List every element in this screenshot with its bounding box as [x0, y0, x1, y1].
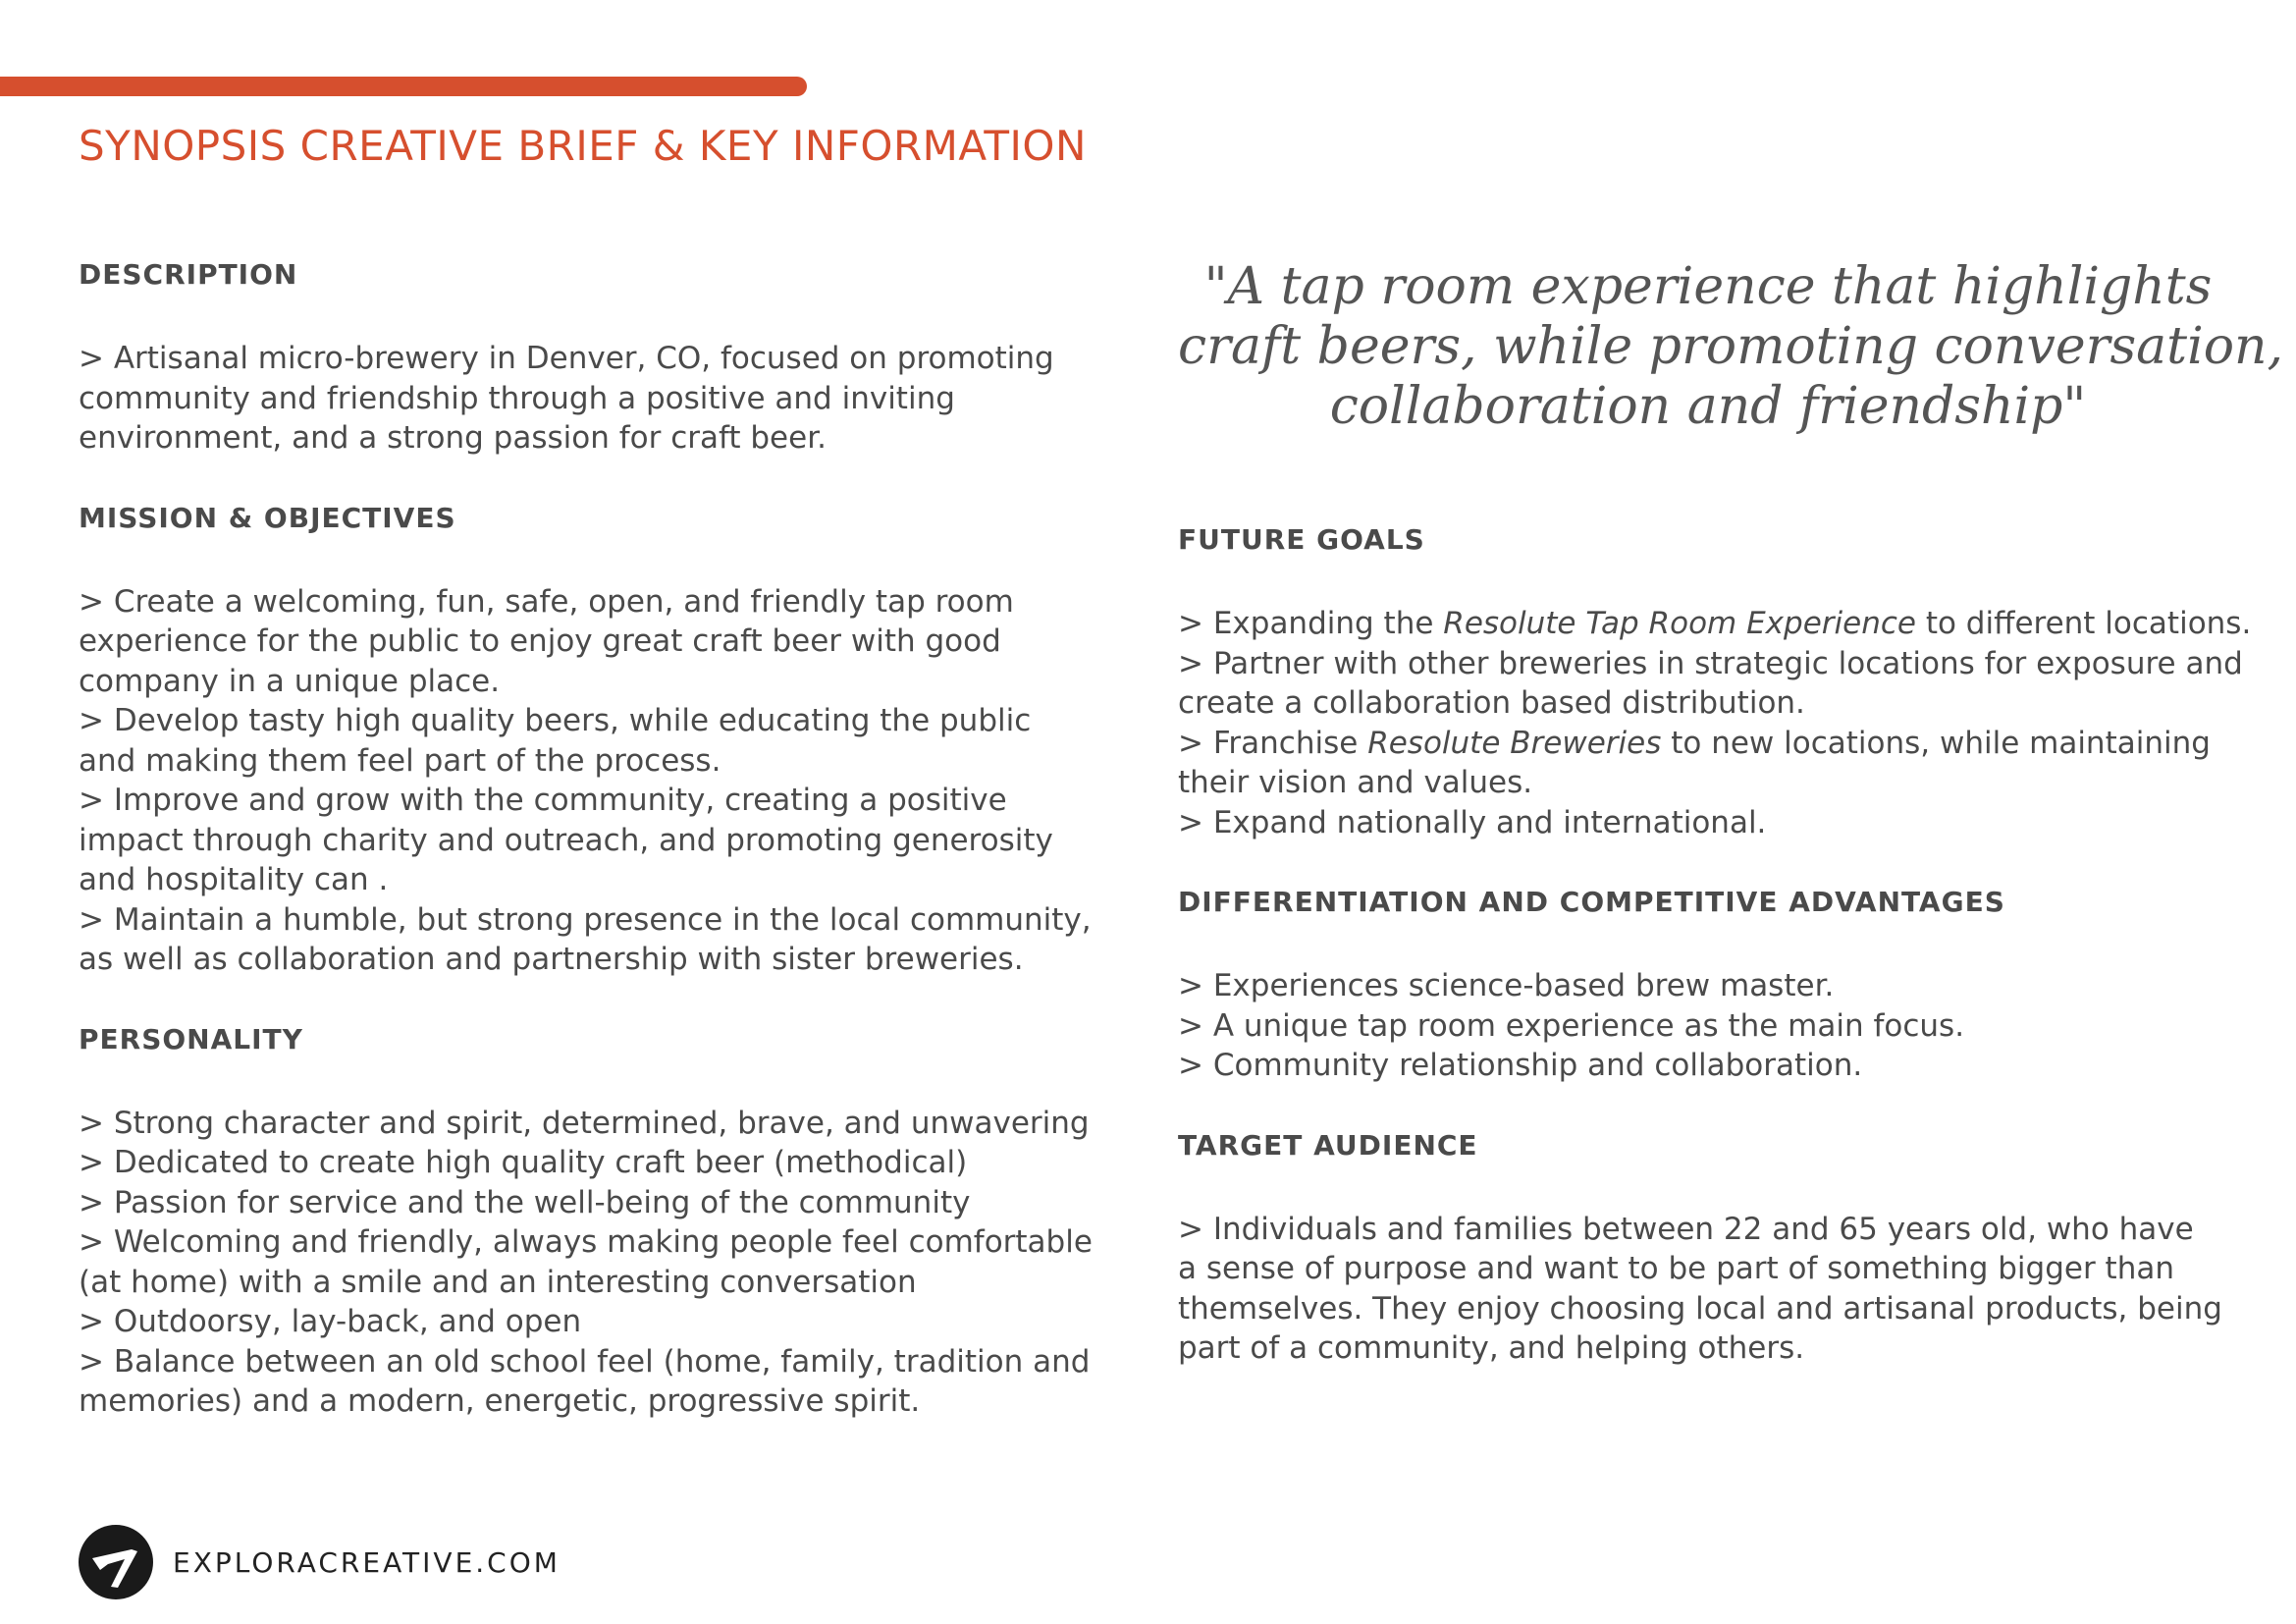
text-line: themselves. They enjoy choosing local and artisanal products, being — [1178, 1290, 2222, 1326]
text-line: > Maintain a humble, but strong presence in the local community, — [79, 901, 1092, 938]
text-line: > Expand nationally and international. — [1178, 804, 1767, 840]
text-line: impact through charity and outreach, and promoting generosity — [79, 822, 1053, 858]
text-line: > Develop tasty high quality beers, while educating the public — [79, 703, 1032, 738]
text-line — [1178, 604, 2252, 644]
website-link[interactable]: EXPLORACREATIVE.COM — [173, 1545, 561, 1579]
text-segment: > Franchise — [1178, 725, 1368, 761]
right-column — [1178, 520, 2252, 1409]
personality-heading: PERSONALITY — [79, 1022, 303, 1056]
italic-text: Resolute Breweries — [1367, 725, 1662, 761]
target-audience-body — [1178, 1210, 2238, 1369]
text-line: > A unique tap room experience as the main focus. — [1178, 1007, 1965, 1044]
text-line: part of a community, and helping others. — [1178, 1330, 1805, 1366]
italic-text: Resolute Tap Room Experience — [1443, 606, 1916, 641]
text-line: > Artisanal micro-brewery in Denver, CO, focused on promoting — [79, 341, 1054, 376]
quote-line: "A tap room experience that highlights — [1203, 257, 2213, 316]
text-line: > Dedicated to create high quality craft beer (methodical) — [79, 1145, 968, 1180]
text-line: > Strong character and spirit, determined, brave, and unwavering — [79, 1105, 1090, 1141]
text-line: and making them feel part of the process. — [79, 742, 721, 779]
text-line: > Create a welcoming, fun, safe, open, and friendly tap room — [79, 583, 1014, 620]
quote-line: collaboration and friendship" — [1329, 377, 2087, 436]
description-heading: DESCRIPTION — [79, 258, 298, 291]
text-line: their vision and values. — [1178, 765, 1533, 800]
future-goals-heading: FUTURE GOALS — [1178, 523, 1425, 556]
text-line: create a collaboration based distribution. — [1178, 685, 1805, 721]
text-segment: to different locations. — [1915, 606, 2252, 641]
future-goals-body — [1178, 604, 2252, 842]
text-line: > Passion for service and the well-being of the community — [79, 1184, 971, 1220]
left-column — [79, 255, 1099, 1462]
text-line: > Welcoming and friendly, always making people feel comfortable — [79, 1224, 1093, 1260]
text-line: > Partner with other breweries in strategic locations for exposure and — [1178, 645, 2243, 681]
text-segment: > Expanding the — [1178, 606, 1444, 641]
text-line: > Experiences science-based brew master. — [1178, 968, 1835, 1003]
accent-bar — [0, 77, 807, 96]
text-line: > Outdoorsy, lay-back, and open — [79, 1304, 582, 1339]
text-line: community and friendship through a positive and inviting — [79, 380, 955, 416]
text-line: company in a unique place. — [79, 663, 501, 699]
text-line: environment, and a strong passion for craft beer. — [79, 420, 827, 456]
text-line: memories) and a modern, energetic, progressive spirit. — [79, 1383, 921, 1419]
text-line: as well as collaboration and partnership with sister breweries. — [79, 942, 1024, 977]
brand-quote — [1178, 257, 2284, 437]
personality-body — [79, 1104, 1099, 1422]
mission-body — [79, 582, 1099, 980]
text-line: > Balance between an old school feel (home, family, tradition and — [79, 1343, 1091, 1380]
text-line: a sense of purpose and want to be part of something bigger than — [1178, 1251, 2174, 1286]
text-line: > Individuals and families between 22 and 65 years old, who have — [1178, 1211, 2194, 1247]
explora-logo-icon — [79, 1525, 153, 1599]
page-title: SYNOPSIS CREATIVE BRIEF & KEY INFORMATION — [79, 122, 1087, 170]
differentiation-body — [1178, 966, 2238, 1086]
target-audience-heading: TARGET AUDIENCE — [1178, 1128, 1478, 1162]
text-line: experience for the public to enjoy great craft beer with good — [79, 623, 1001, 659]
text-line: > Improve and grow with the community, creating a positive — [79, 783, 1007, 818]
differentiation-heading: DIFFERENTIATION AND COMPETITIVE ADVANTAGES — [1178, 886, 2005, 918]
text-line — [1178, 724, 2238, 764]
text-line: and hospitality can . — [79, 862, 389, 897]
text-line: > Community relationship and collaboration. — [1178, 1048, 1863, 1083]
text-line: (at home) with a smile and an interesting conversation — [79, 1264, 917, 1300]
quote-line: craft beers, while promoting conversation, — [1178, 317, 2284, 376]
text-segment: to new locations, while maintaining — [1661, 725, 2211, 761]
footer — [79, 1525, 561, 1599]
description-body — [79, 339, 1099, 459]
mission-heading: MISSION & OBJECTIVES — [79, 501, 456, 534]
